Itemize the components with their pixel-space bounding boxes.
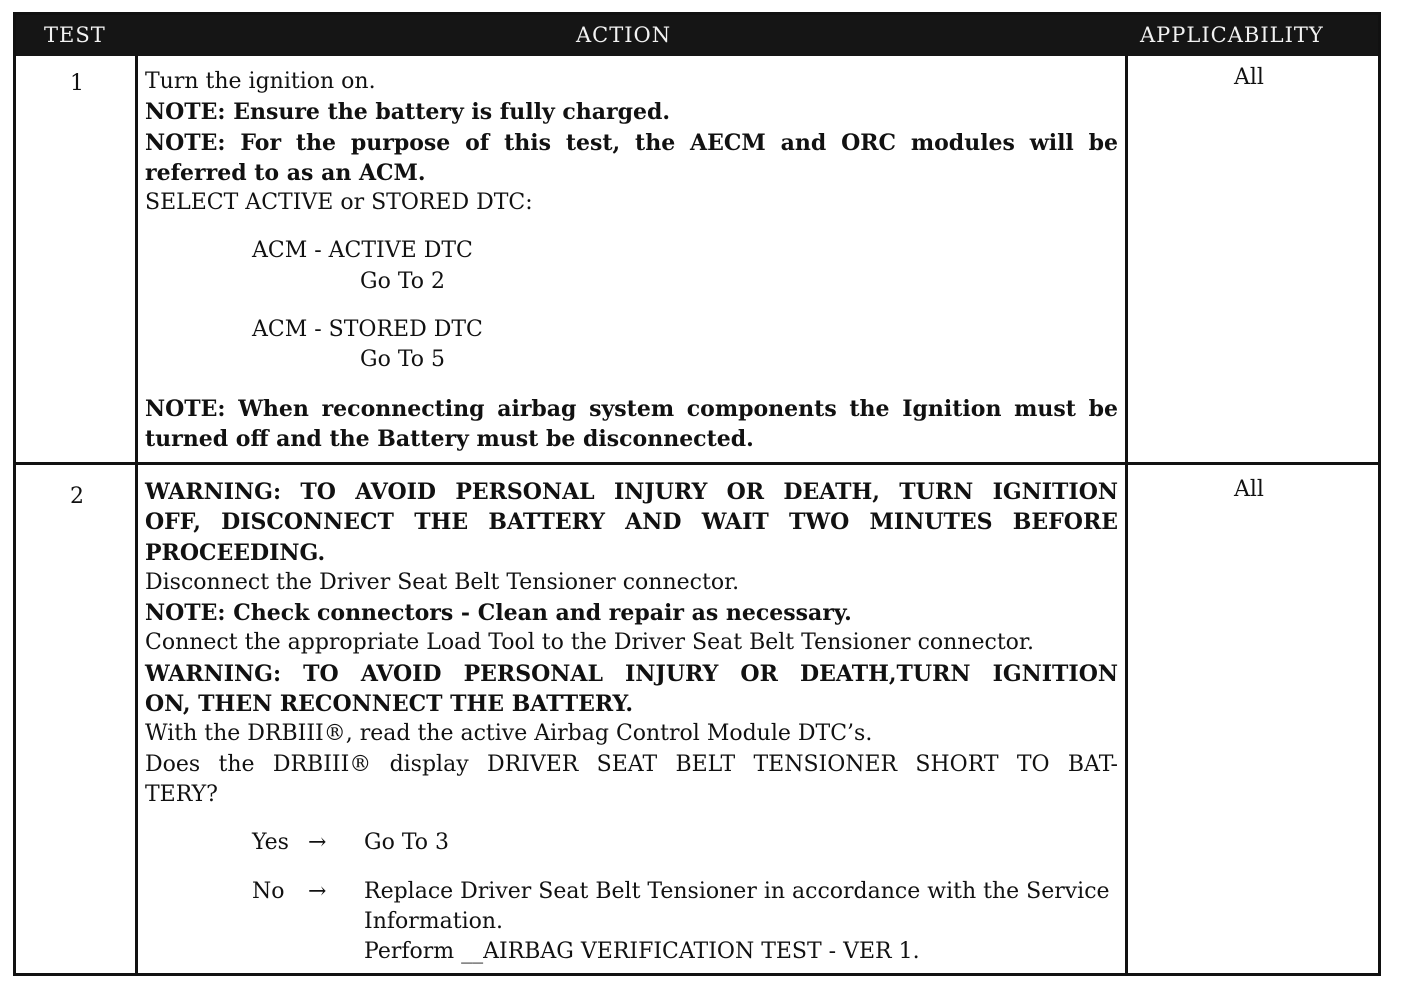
row-2-test-number: 2: [70, 484, 84, 509]
result-line: Information.: [364, 908, 504, 934]
answer-yes: [145, 828, 1118, 858]
table-header: [16, 15, 1378, 56]
warning-line: ON, THEN RECONNECT THE BATTERY.: [145, 691, 634, 718]
question-line: TERY?: [145, 781, 218, 807]
result-line: Perform __AIRBAG VERIFICATION TEST - VER 1.: [364, 939, 920, 965]
warning-line: OFF, DISCONNECT THE BATTERY AND WAIT TWO MINUTES BEFORE: [145, 509, 1118, 536]
note-line: NOTE: Check connectors - Clean and repair as necessary.: [145, 600, 852, 627]
option-label: ACM - STORED DTC: [252, 317, 483, 343]
warning-line: WARNING: TO AVOID PERSONAL INJURY OR DEATH,TURN IGNITION: [145, 660, 1118, 687]
answer-label: Yes: [252, 830, 289, 856]
row-1-applicability: All: [1234, 65, 1264, 90]
note-line: turned off and the Battery must be disconnected.: [145, 425, 754, 452]
answer-label: No: [252, 878, 285, 904]
action-line: Disconnect the Driver Seat Belt Tensioner connector.: [145, 569, 740, 595]
option-label: ACM - ACTIVE DTC: [252, 238, 473, 264]
note-line: referred to as an ACM.: [145, 159, 426, 186]
note-line: NOTE: Ensure the battery is fully charged.: [145, 99, 671, 126]
question-line: Does the DRBIII® display DRIVER SEAT BELT TENSIONER SHORT TO BAT-: [145, 751, 1118, 777]
action-line: Connect the appropriate Load Tool to the Driver Seat Belt Tensioner connector.: [145, 630, 1034, 656]
go-to-line: Go To 5: [360, 347, 446, 373]
row-2-action: [145, 477, 1118, 967]
answer-no: [145, 877, 1118, 968]
column-divider-test: [135, 56, 138, 973]
action-line: With the DRBIII®, read the active Airbag Control Module DTC’s.: [145, 721, 873, 747]
answer-result: Go To 3: [364, 830, 450, 856]
row-2-applicability: All: [1234, 477, 1264, 502]
warning-line: WARNING: TO AVOID PERSONAL INJURY OR DEATH, TURN IGNITION: [145, 479, 1118, 505]
arrow-right-icon: →: [308, 830, 327, 856]
diagnostic-test-table: [13, 12, 1381, 976]
action-line: SELECT ACTIVE or STORED DTC:: [145, 190, 533, 216]
warning-line: PROCEEDING.: [145, 539, 326, 566]
row-1-test-number: 1: [70, 71, 84, 96]
row-1-action: [145, 67, 1118, 454]
answer-result: [364, 877, 1110, 968]
header-test: TEST: [44, 23, 106, 47]
column-divider-applicability: [1125, 56, 1128, 973]
row-divider: [16, 462, 1378, 465]
go-to-line: Go To 2: [360, 268, 446, 294]
note-line: NOTE: When reconnecting airbag system components the Ignition must be: [145, 395, 1118, 422]
result-line: Replace Driver Seat Belt Tensioner in accordance with the Service: [364, 878, 1110, 904]
header-applicability: APPLICABILITY: [1140, 23, 1324, 47]
header-action: ACTION: [576, 23, 672, 47]
action-line: Turn the ignition on.: [145, 69, 376, 94]
arrow-right-icon: →: [308, 878, 327, 904]
note-line: NOTE: For the purpose of this test, the AECM and ORC modules will be: [145, 129, 1118, 156]
